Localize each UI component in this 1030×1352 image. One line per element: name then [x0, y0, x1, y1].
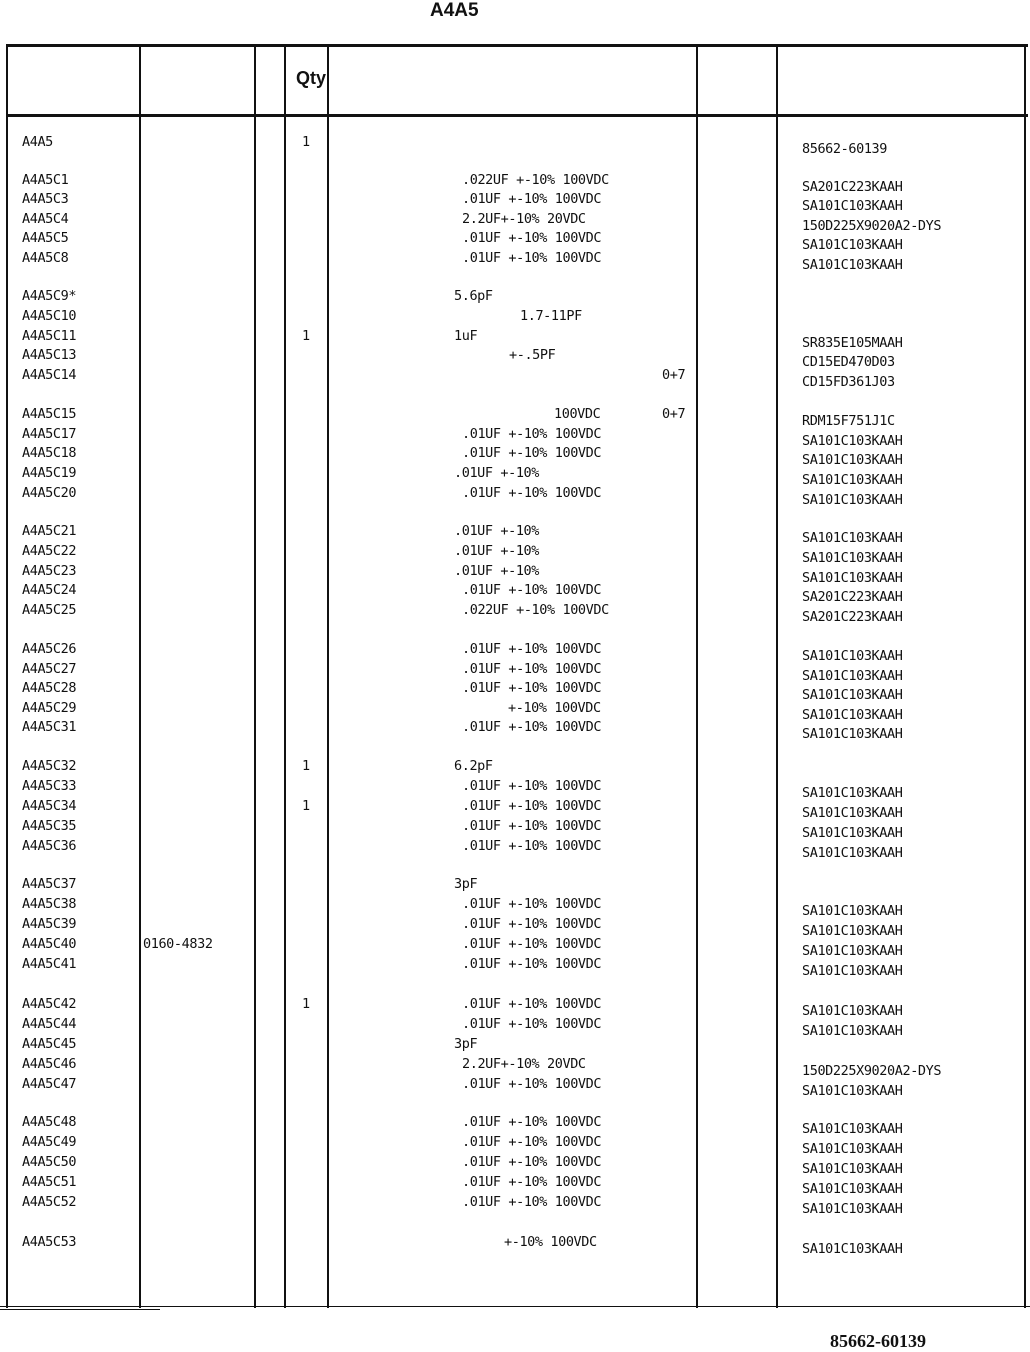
row-ref-designator: A4A5C39	[22, 916, 77, 932]
row-ref-designator: A4A5C53	[22, 1234, 77, 1250]
row-ref-designator: A4A5C20	[22, 485, 77, 501]
row-ref-designator: A4A5C52	[22, 1194, 77, 1210]
col-divider-1	[139, 44, 141, 1308]
row-description: +-10% 100VDC	[508, 700, 601, 716]
row-qty: 1	[302, 134, 310, 150]
row-description: 2.2UF+-10% 20VDC	[462, 211, 586, 227]
row-ref-designator: A4A5C19	[22, 465, 77, 481]
row-ref-designator: A4A5C17	[22, 426, 77, 442]
row-mfr-part-number: SA101C103KAAH	[802, 903, 903, 919]
row-ref-designator: A4A5C14	[22, 367, 77, 383]
row-description: .01UF +-10% 100VDC	[462, 719, 602, 735]
row-description: .01UF +-10% 100VDC	[462, 896, 602, 912]
row-qty: 1	[302, 328, 310, 344]
row-description: .01UF +-10% 100VDC	[462, 191, 602, 207]
row-ref-designator: A4A5C3	[22, 191, 69, 207]
row-ref-designator: A4A5C23	[22, 563, 77, 579]
row-mfr-part-number: SA101C103KAAH	[802, 943, 903, 959]
row-description: 1uF	[454, 328, 478, 344]
col-divider-0	[6, 44, 8, 1308]
row-ref-designator: A4A5C4	[22, 211, 69, 227]
row-ref-designator: A4A5C49	[22, 1134, 77, 1150]
row-mfr-part-number: SA101C103KAAH	[802, 257, 903, 273]
row-ref-designator: A4A5C26	[22, 641, 77, 657]
col-divider-3	[284, 44, 286, 1308]
row-description: .01UF +-10% 100VDC	[462, 818, 602, 834]
row-mfr-part-number: SA101C103KAAH	[802, 805, 903, 821]
row-qty: 1	[302, 758, 310, 774]
row-ref-designator: A4A5C36	[22, 838, 77, 854]
col-divider-7	[1024, 44, 1026, 1308]
page-title: A4A5	[430, 0, 479, 21]
row-mfr-part-number: 150D225X9020A2-DYS	[802, 1063, 942, 1079]
row-description: .01UF +-10%	[454, 465, 540, 481]
row-description: .01UF +-10% 100VDC	[462, 230, 602, 246]
row-ref-designator: A4A5C45	[22, 1036, 77, 1052]
row-description: .01UF +-10% 100VDC	[462, 661, 602, 677]
row-qty: 1	[302, 798, 310, 814]
row-description: .01UF +-10% 100VDC	[462, 641, 602, 657]
row-ref-designator: A4A5C42	[22, 996, 77, 1012]
row-part-number: 0160-4832	[143, 936, 213, 952]
row-description: .01UF +-10% 100VDC	[462, 778, 602, 794]
row-description: .01UF +-10% 100VDC	[462, 1134, 602, 1150]
row-ref-designator: A4A5C1	[22, 172, 69, 188]
row-mfr-part-number: SA201C223KAAH	[802, 609, 903, 625]
row-description: .01UF +-10%	[454, 563, 540, 579]
row-mfr-part-number: SR835E105MAAH	[802, 335, 903, 351]
row-qty: 1	[302, 996, 310, 1012]
row-mfr-part-number: SA101C103KAAH	[802, 648, 903, 664]
row-ref-designator: A4A5C8	[22, 250, 69, 266]
row-ref-designator: A4A5C34	[22, 798, 77, 814]
row-ref-designator: A4A5C9*	[22, 288, 77, 304]
row-ref-designator: A4A5C50	[22, 1154, 77, 1170]
row-mfr-part-number: SA101C103KAAH	[802, 668, 903, 684]
row-description: .01UF +-10% 100VDC	[462, 798, 602, 814]
row-mfr-part-number: SA101C103KAAH	[802, 570, 903, 586]
row-mfr-part-number: SA101C103KAAH	[802, 198, 903, 214]
row-mfr-part-number: SA101C103KAAH	[802, 1003, 903, 1019]
row-description: .01UF +-10% 100VDC	[462, 1154, 602, 1170]
header-bottom-rule	[6, 114, 1028, 117]
row-mfr-part-number: SA101C103KAAH	[802, 492, 903, 508]
row-ref-designator: A4A5C48	[22, 1114, 77, 1130]
row-description: +-.5PF	[509, 347, 556, 363]
table-top-rule	[6, 44, 1028, 47]
row-mfr-part-number: SA101C103KAAH	[802, 1141, 903, 1157]
row-mfr-part-number: SA101C103KAAH	[802, 707, 903, 723]
row-mfr-part-number: SA101C103KAAH	[802, 785, 903, 801]
row-mfr-part-number: SA201C223KAAH	[802, 589, 903, 605]
row-description: .01UF +-10%	[454, 543, 540, 559]
row-description: .01UF +-10% 100VDC	[462, 1194, 602, 1210]
row-mfr-part-number: SA101C103KAAH	[802, 1083, 903, 1099]
row-ref-designator: A4A5C11	[22, 328, 77, 344]
row-description: .01UF +-10% 100VDC	[462, 680, 602, 696]
row-ref-designator: A4A5C38	[22, 896, 77, 912]
row-mfr-part-number: SA101C103KAAH	[802, 687, 903, 703]
row-mfr-part-number: SA101C103KAAH	[802, 472, 903, 488]
row-mfr-part-number: 150D225X9020A2-DYS	[802, 218, 942, 234]
row-description: .01UF +-10% 100VDC	[462, 582, 602, 598]
row-mfr-part-number: SA101C103KAAH	[802, 530, 903, 546]
row-mfr-part-number: CD15FD361J03	[802, 374, 895, 390]
row-mfr-part-number: SA101C103KAAH	[802, 1181, 903, 1197]
row-description: 2.2UF+-10% 20VDC	[462, 1056, 586, 1072]
row-description: .01UF +-10% 100VDC	[462, 936, 602, 952]
row-ref-designator: A4A5C46	[22, 1056, 77, 1072]
row-mfr-part-number: SA101C103KAAH	[802, 963, 903, 979]
row-mfr-part-number: SA101C103KAAH	[802, 845, 903, 861]
row-description: .022UF +-10% 100VDC	[462, 172, 609, 188]
row-description: .01UF +-10% 100VDC	[462, 250, 602, 266]
footer-part-number: 85662-60139	[830, 1331, 926, 1351]
row-mfr-part-number: SA101C103KAAH	[802, 452, 903, 468]
row-description: .01UF +-10% 100VDC	[462, 1114, 602, 1130]
row-ref-designator: A4A5C28	[22, 680, 77, 696]
row-description: .01UF +-10% 100VDC	[462, 1016, 602, 1032]
row-mfr-part-number: SA101C103KAAH	[802, 237, 903, 253]
col-divider-2	[254, 44, 256, 1308]
row-ref-designator: A4A5C24	[22, 582, 77, 598]
row-ref-designator: A4A5C10	[22, 308, 77, 324]
row-cd: 0+7	[662, 367, 686, 383]
row-ref-designator: A4A5C15	[22, 406, 77, 422]
row-ref-designator: A4A5C41	[22, 956, 77, 972]
row-ref-designator: A4A5C51	[22, 1174, 77, 1190]
row-description: 3pF	[454, 1036, 478, 1052]
row-description: .01UF +-10% 100VDC	[462, 956, 602, 972]
row-mfr-part-number: SA101C103KAAH	[802, 726, 903, 742]
row-ref-designator: A4A5C18	[22, 445, 77, 461]
footnote-rule	[0, 1309, 160, 1310]
row-description: .01UF +-10% 100VDC	[462, 485, 602, 501]
row-ref-designator: A4A5C21	[22, 523, 77, 539]
row-ref-designator: A4A5C47	[22, 1076, 77, 1092]
row-mfr-part-number: SA101C103KAAH	[802, 1023, 903, 1039]
row-description: .01UF +-10% 100VDC	[462, 1076, 602, 1092]
row-ref-designator: A4A5C33	[22, 778, 77, 794]
row-mfr-part-number: 85662-60139	[802, 141, 888, 157]
row-description: .01UF +-10% 100VDC	[462, 426, 602, 442]
row-description: .01UF +-10% 100VDC	[462, 1174, 602, 1190]
row-mfr-part-number: SA101C103KAAH	[802, 550, 903, 566]
row-mfr-part-number: SA101C103KAAH	[802, 1121, 903, 1137]
row-description: .01UF +-10%	[454, 523, 540, 539]
row-ref-designator: A4A5C13	[22, 347, 77, 363]
row-ref-designator: A4A5	[22, 134, 53, 150]
row-description: 5.6pF	[454, 288, 493, 304]
row-ref-designator: A4A5C35	[22, 818, 77, 834]
row-ref-designator: A4A5C29	[22, 700, 77, 716]
col-divider-4	[327, 44, 329, 1308]
row-mfr-part-number: SA101C103KAAH	[802, 825, 903, 841]
row-mfr-part-number: SA201C223KAAH	[802, 179, 903, 195]
row-mfr-part-number: SA101C103KAAH	[802, 923, 903, 939]
row-description: .01UF +-10% 100VDC	[462, 445, 602, 461]
row-mfr-part-number: CD15ED470D03	[802, 354, 895, 370]
row-description: .022UF +-10% 100VDC	[462, 602, 609, 618]
row-description: 3pF	[454, 876, 478, 892]
row-ref-designator: A4A5C44	[22, 1016, 77, 1032]
row-mfr-part-number: SA101C103KAAH	[802, 1161, 903, 1177]
col-divider-5	[696, 44, 698, 1308]
row-description: 100VDC	[554, 406, 601, 422]
col-divider-6	[776, 44, 778, 1308]
row-mfr-part-number: SA101C103KAAH	[802, 1201, 903, 1217]
row-description: 6.2pF	[454, 758, 493, 774]
row-ref-designator: A4A5C32	[22, 758, 77, 774]
row-description: +-10% 100VDC	[504, 1234, 597, 1250]
table-bottom-rule	[0, 1306, 1030, 1307]
row-description: 1.7-11PF	[520, 308, 582, 324]
row-mfr-part-number: SA101C103KAAH	[802, 1241, 903, 1257]
row-ref-designator: A4A5C25	[22, 602, 77, 618]
row-cd: 0+7	[662, 406, 686, 422]
row-ref-designator: A4A5C37	[22, 876, 77, 892]
row-ref-designator: A4A5C40	[22, 936, 77, 952]
row-description: .01UF +-10% 100VDC	[462, 838, 602, 854]
row-description: .01UF +-10% 100VDC	[462, 996, 602, 1012]
row-ref-designator: A4A5C31	[22, 719, 77, 735]
row-description: .01UF +-10% 100VDC	[462, 916, 602, 932]
row-mfr-part-number: RDM15F751J1C	[802, 413, 895, 429]
qty-column-header: Qty	[296, 68, 327, 88]
row-ref-designator: A4A5C5	[22, 230, 69, 246]
row-ref-designator: A4A5C27	[22, 661, 77, 677]
row-mfr-part-number: SA101C103KAAH	[802, 433, 903, 449]
row-ref-designator: A4A5C22	[22, 543, 77, 559]
